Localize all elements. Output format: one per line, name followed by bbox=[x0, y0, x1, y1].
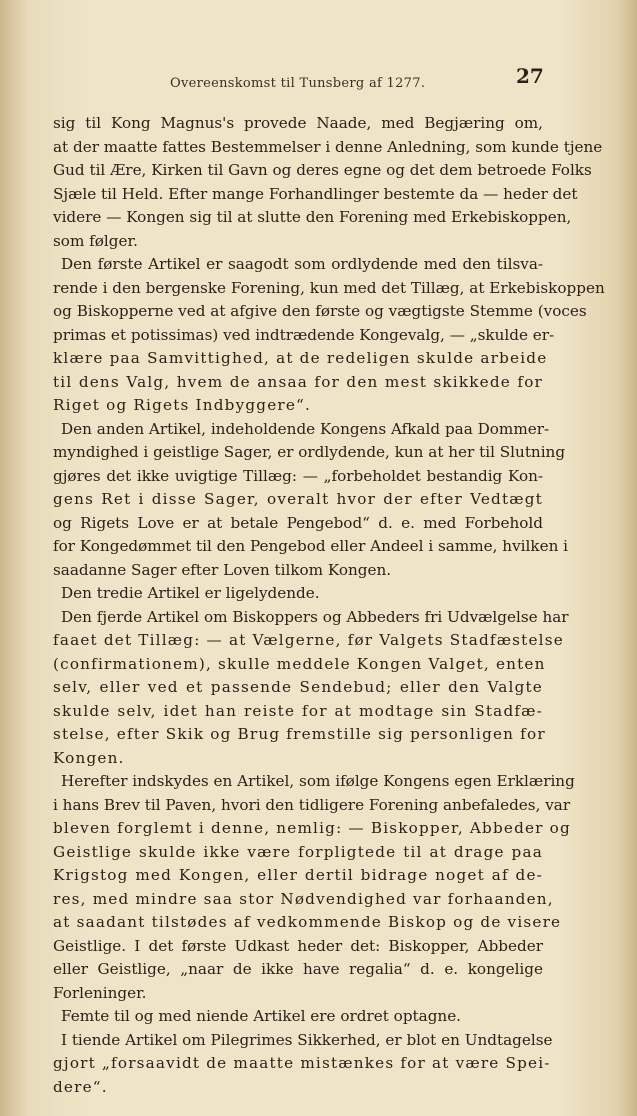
text-line: Riget og Rigets Indbyggere“. bbox=[53, 396, 312, 414]
text-line: dere“. bbox=[53, 1077, 108, 1096]
text-line: gens Ret i disse Sager, overalt hvor der efter Vedtægt bbox=[53, 490, 543, 508]
text-line: Herefter indskydes en Artikel, som ifølge Kongens egen Erklæring bbox=[61, 772, 575, 790]
text-line: Sjæle til Held. Efter mange Forhandlinger bestemte da — heder det bbox=[53, 184, 578, 203]
text-line: Geistlige skulde ikke være forpligtede til at drage paa bbox=[53, 842, 543, 861]
text-line: primas et potissimas) ved indtrædende Kongevalg, — „skulde er- bbox=[53, 325, 555, 344]
text-line: stelse, efter Skik og Brug fremstille sig personligen for bbox=[53, 725, 546, 743]
body-text bbox=[53, 112, 605, 1099]
text-line: selv, eller ved et passende Sendebud; eller den Valgte bbox=[53, 678, 543, 696]
text-line: at saadant tilstødes af vedkommende Biskop og de visere bbox=[53, 913, 562, 931]
text-line: (confirmationem), skulle meddele Kongen Valget, enten bbox=[53, 654, 546, 673]
text-line: myndighed i geistlige Sager, er ordlydende, kun at her til Slutning bbox=[53, 443, 566, 461]
text-line: for Kongedømmet til den Pengebod eller Andeel i samme, hvilken i bbox=[53, 537, 569, 555]
text-line: som følger. bbox=[53, 231, 138, 250]
text-line: skulde selv, idet han reiste for at modtage sin Stadfæ- bbox=[53, 701, 543, 720]
text-line: Gud til Ære, Kirken til Gavn og deres egne og det dem betroede Folks bbox=[53, 161, 592, 179]
text-line: I tiende Artikel om Pilegrimes Sikkerhed, er blot en Undtagelse bbox=[61, 1030, 553, 1049]
text-line: at der maatte fattes Bestemmelser i denne Anledning, som kunde tjene bbox=[53, 137, 603, 156]
text-line: Den tredie Artikel er ligelydende. bbox=[61, 584, 320, 602]
text-line: og Biskopperne ved at afgive den første og vægtigste Stemme (voces bbox=[53, 302, 587, 320]
text-line: Kongen. bbox=[53, 748, 125, 767]
text-line: til dens Valg, hvem de ansaa for den mest skikkede for bbox=[53, 372, 543, 391]
text-line: Den anden Artikel, indeholdende Kongens Afkald paa Dommer- bbox=[61, 419, 550, 438]
text-line: sig til Kong Magnus's provede Naade, med Begjæring om, bbox=[53, 114, 543, 132]
text-line: faaet det Tillæg: — at Vælgerne, før Valgets Stadfæstelse bbox=[53, 631, 564, 649]
text-line: Geistlige. I det første Udkast heder det: Biskopper, Abbeder bbox=[53, 936, 543, 955]
text-line: Forleninger. bbox=[53, 983, 147, 1002]
text-line: eller Geistlige, „naar de ikke have regalia“ d. e. kongelige bbox=[53, 960, 543, 978]
text-line: res, med mindre saa stor Nødvendighed var forhaanden, bbox=[53, 889, 554, 908]
running-head: Overeenskomst til Tunsberg af 1277. bbox=[170, 76, 426, 91]
text-line: i hans Brev til Paven, hvori den tidligere Forening anbefaledes, var bbox=[53, 795, 571, 814]
text-line: rende i den bergenske Forening, kun med det Tillæg, at Erkebiskoppen bbox=[53, 278, 605, 297]
text-line: bleven forglemt i denne, nemlig: — Biskopper, Abbeder og bbox=[53, 819, 571, 837]
text-line: Femte til og med niende Artikel ere ordret optagne. bbox=[61, 1007, 462, 1025]
text-line: gjøres det ikke uvigtige Tillæg: — „forbeholdet bestandig Kon- bbox=[53, 466, 543, 485]
page-header bbox=[0, 62, 637, 102]
text-line: saadanne Sager efter Loven tilkom Kongen. bbox=[53, 560, 392, 579]
text-line: gjort „forsaavidt de maatte mistænkes for at være Spei- bbox=[53, 1054, 551, 1072]
text-line: videre — Kongen sig til at slutte den Forening med Erkebiskoppen, bbox=[53, 208, 572, 226]
text-line: Den fjerde Artikel om Biskoppers og Abbeders fri Udvælgelse har bbox=[61, 607, 569, 626]
text-line: Den første Artikel er saagodt som ordlydende med den tilsva- bbox=[61, 255, 543, 273]
text-line: klære paa Samvittighed, at de redeligen skulde arbeide bbox=[53, 349, 548, 367]
text-line: Krigstog med Kongen, eller dertil bidrage noget af de- bbox=[53, 866, 543, 884]
text-line: og Rigets Love er at betale Pengebod“ d. e. med Forbehold bbox=[53, 513, 543, 532]
page-number: 27 bbox=[516, 64, 544, 88]
